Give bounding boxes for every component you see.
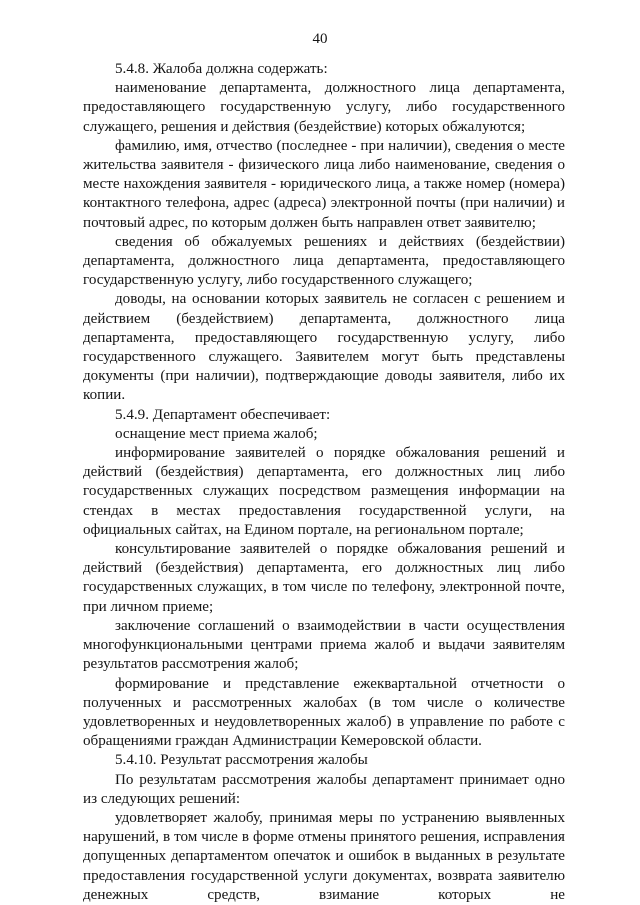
paragraph-appealed-decisions: сведения об обжалуемых решениях и действиях (бездействии) департамента, должностного лица департамента, предоставляющего государственную услугу, либо государственного служащего; — [83, 233, 565, 289]
paragraph-agreements: заключение соглашений о взаимодействии в части осуществления многофункциональными центрами приема жалоб и выдачи заявителям результатов рассмотрения жалоб; — [83, 617, 565, 673]
paragraph-satisfy-complaint: удовлетворяет жалобу, принимая меры по устранению выявленных нарушений, в том числе в форме отмены принятого решения, исправления допущенных департаментом опечаток и ошибок в выданных в результате предоставления государственной услуги документах, возврата заявителю денежных средств, взимание которых не — [83, 809, 565, 903]
paragraph-department-name: наименование департамента, должностного лица департамента, предоставляющего государственную услугу, либо государственного служащего, решения и действия (бездействие) которых обжалуются; — [83, 80, 565, 135]
page-number: 40 — [312, 31, 328, 47]
paragraph-5-4-10-heading: 5.4.10. Результат рассмотрения жалобы — [115, 752, 368, 769]
paragraph-reporting: формирование и представление ежеквартальной отчетности о полученных и рассмотренных жалобах (в том числе о количестве удовлетворенных и неудовлетворенных жалоб) в управление по работе с обращениями граждан Администрации Кемеровской области. — [83, 675, 565, 750]
paragraph-5-4-8-heading: 5.4.8. Жалоба должна содержать: — [115, 61, 328, 77]
paragraph-arguments: доводы, на основании которых заявитель не согласен с решением и действием (бездействием) департамента, должностного лица департамента, предоставляющего государственную услугу, либо государственного служащего. Заявителем могут быть представлены документы (при наличии), подтверждающие доводы заявителя, либо их копии. — [83, 291, 565, 404]
paragraph-applicant-details: фамилию, имя, отчество (последнее - при наличии), сведения о месте жительства заявителя - физического лица либо наименование, сведения о месте нахождения заявителя - юридического лица, а также номер (номера) контактного телефона, адрес (адреса) электронной почты (при наличии) и почтовый адрес, по которым должен быть направлен ответ заявителю; — [83, 137, 565, 231]
paragraph-5-4-9-heading: 5.4.9. Департамент обеспечивает: — [115, 406, 331, 423]
paragraph-consulting: консультирование заявителей о порядке обжалования решений и действий (бездействия) департамента, его должностных лиц либо государственных служащих, в том числе по телефону, электронной почте, при личном приеме; — [83, 541, 565, 615]
paragraph-informing: информирование заявителей о порядке обжалования решений и действий (бездействия) департамента, его должностных лиц либо государственных служащих посредством размещения информации на стендах в местах предоставления государственной услуги, на официальных сайтах, на Едином портале, на региональном портале; — [83, 445, 565, 538]
paragraph-complaint-locations: оснащение мест приема жалоб; — [115, 425, 318, 442]
document-body — [83, 60, 565, 905]
paragraph-decisions-intro: По результатам рассмотрения жалобы департамент принимает одно из следующих решений: — [83, 771, 565, 807]
